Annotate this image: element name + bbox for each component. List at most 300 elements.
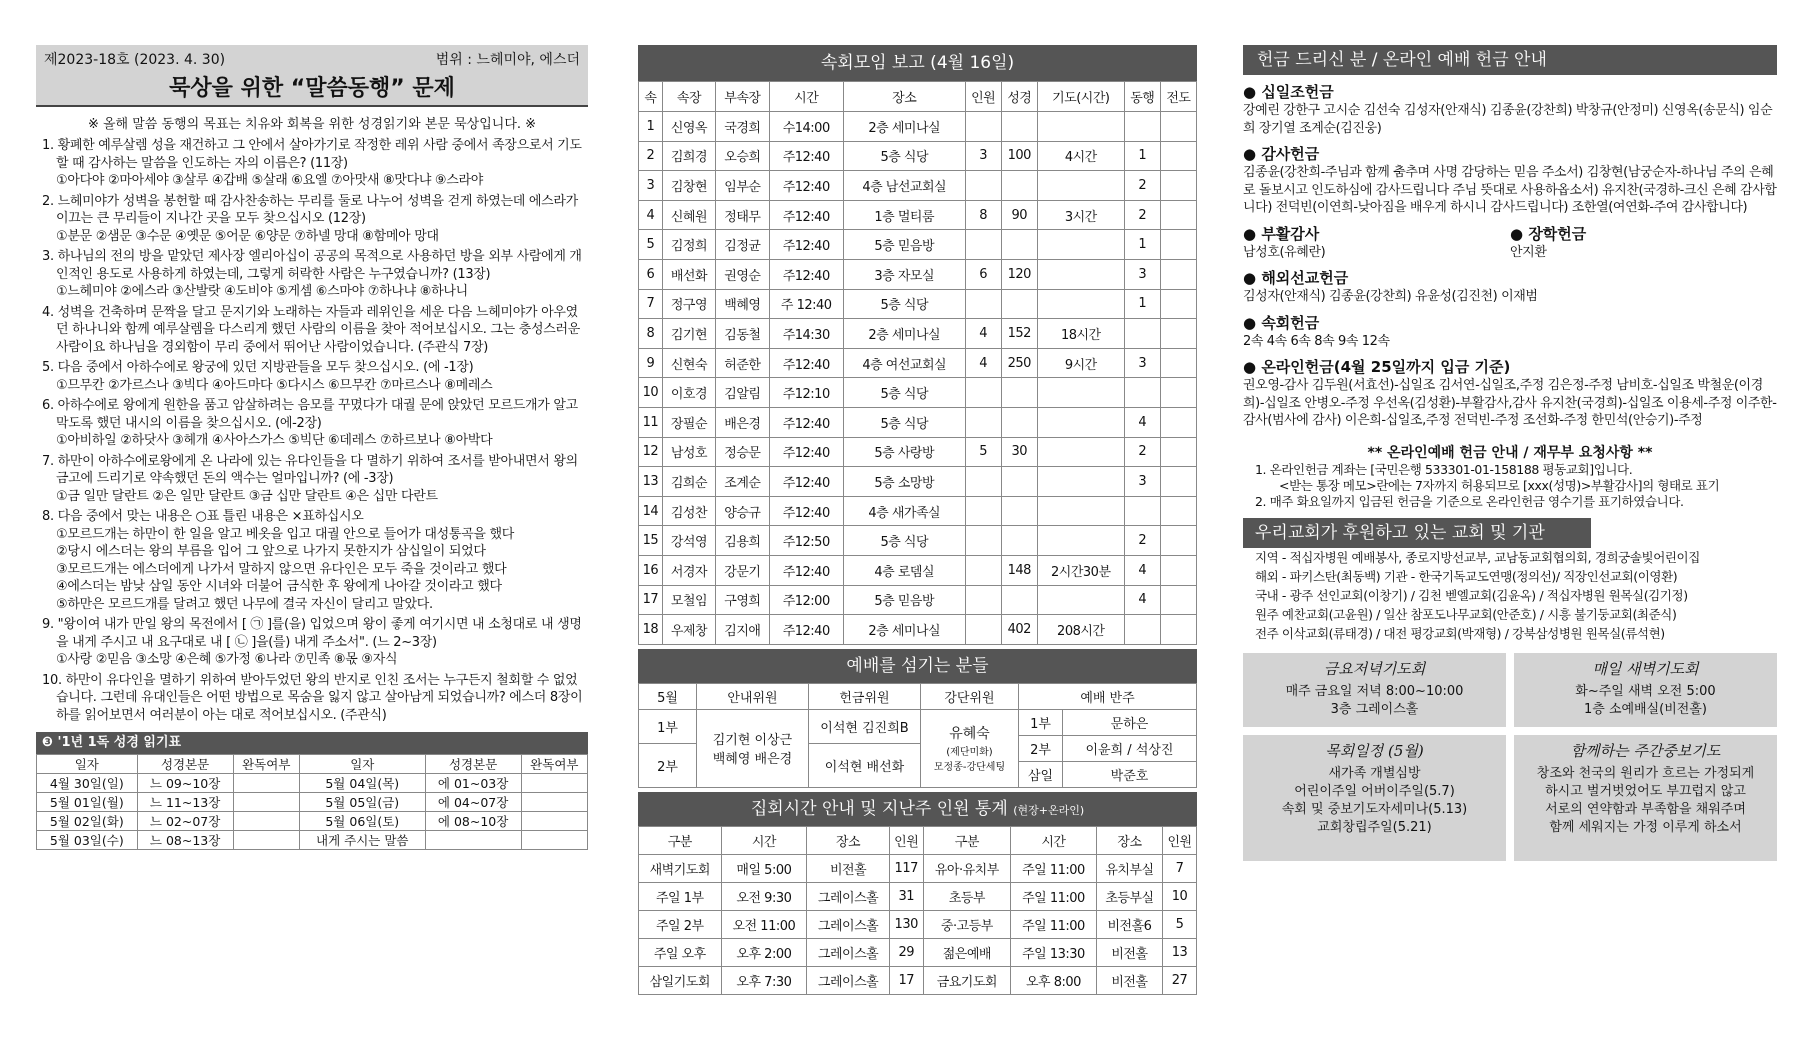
stats-cell: 초등부실 — [1096, 882, 1162, 910]
question-text: 2. 느헤미야가 성벽을 봉헌할 때 감사찬송하는 무리를 둘로 나누어 성벽을 걷게 하였는데 에스라가 이끄는 큰 무리들이 지나간 곳을 모두 찾으십시오 (12장) — [42, 193, 578, 226]
report-cell: 신현숙 — [662, 348, 715, 378]
table-row — [639, 966, 1197, 994]
report-cell — [1001, 467, 1037, 497]
cell-offering-title: ● 속회헌금 — [1243, 312, 1777, 333]
question-text: 1. 황폐한 예루살렘 성을 재건하고 그 안에서 살아가기로 작정한 레위 사람 중에서 족장으로서 기도할 때 감사하는 말씀을 인도하는 자의 이름은? (11장) — [42, 138, 582, 171]
report-cell — [1160, 526, 1196, 556]
stats-cell: 비전홀 — [1096, 966, 1162, 994]
stats-cell: 유아·유치부 — [923, 854, 1010, 882]
question-item — [36, 453, 588, 506]
reading-cell: 5월 01일(월) — [37, 793, 138, 812]
report-cell — [965, 585, 1001, 615]
card-line: 3층 그레이스홀 — [1330, 701, 1419, 717]
report-cell: 남성호 — [662, 437, 715, 467]
report-cell — [1160, 585, 1196, 615]
easter-scholar-section — [1243, 223, 1777, 262]
issue-header — [36, 45, 588, 75]
table-row — [639, 259, 1197, 289]
report-cell: 208시간 — [1037, 615, 1124, 645]
report-cell — [1037, 407, 1124, 437]
question-options: ①므무칸 ②가르스나 ③빅다 ④아드마다 ⑤다시스 ⑥므무칸 ⑦마르스나 ⑧메레스 — [56, 377, 493, 393]
table-row — [639, 854, 1197, 882]
question-options: ⑤하만은 모르드개를 달려고 했던 나무에 결국 자신이 달리고 말았다. — [56, 596, 433, 612]
question-options: ④에스더는 밤낮 삼일 동안 시녀와 더불어 금식한 후 왕에게 나아갈 것이라고 했다 — [56, 579, 502, 594]
reading-header-cell: 일자 — [299, 755, 425, 774]
stats-cell: 초등부 — [923, 882, 1010, 910]
report-cell: 정태무 — [716, 200, 769, 230]
reading-cell — [233, 774, 299, 793]
report-cell — [1124, 615, 1160, 645]
report-cell: 3 — [965, 141, 1001, 171]
stats-cell: 29 — [889, 938, 923, 966]
easter-block — [1243, 223, 1510, 262]
report-cell: 5 — [965, 437, 1001, 467]
dawn-prayer-card — [1514, 653, 1777, 727]
question-item — [36, 193, 588, 246]
reading-cell: 4월 30일(일) — [37, 774, 138, 793]
reading-cell — [233, 793, 299, 812]
part2-label: 2부 — [639, 743, 697, 787]
stats-cell: 그레이스홀 — [807, 910, 890, 938]
report-cell: 5층 식당 — [843, 407, 965, 437]
report-cell: 김기현 — [662, 319, 715, 349]
stats-cell: 주일 11:00 — [1011, 882, 1097, 910]
reading-cell: 5월 02일(화) — [37, 812, 138, 831]
report-cell: 주14:30 — [769, 319, 843, 349]
report-cell: 120 — [1001, 259, 1037, 289]
report-cell: 주12:40 — [769, 437, 843, 467]
report-cell: 4시간 — [1037, 141, 1124, 171]
report-cell — [1160, 141, 1196, 171]
stats-cell: 주일 13:30 — [1011, 938, 1097, 966]
report-cell: 김성찬 — [662, 496, 715, 526]
reading-cell — [233, 831, 299, 850]
question-intro: ※ 올해 말씀 동행의 목표는 치유와 회복을 위한 성경읽기와 본문 묵상입니다. ※ — [87, 117, 537, 132]
altar-name: 유혜숙 — [949, 726, 990, 743]
report-cell — [1037, 526, 1124, 556]
report-cell: 2시간30분 — [1037, 555, 1124, 585]
report-cell — [1160, 289, 1196, 319]
table-row — [639, 200, 1197, 230]
report-cell — [1124, 496, 1160, 526]
thanks-section — [1243, 143, 1777, 217]
report-cell: 152 — [1001, 319, 1037, 349]
report-cell — [1160, 407, 1196, 437]
report-cell: 김동철 — [716, 319, 769, 349]
question-text: 3. 하나님의 전의 방을 맡았던 제사장 엘리아십이 공공의 목적으로 사용하던 방을 외부 사람에게 개인적인 용도로 사용하게 하였는데, 그렇게 허락한 사람은 누구였습니까? (13장) — [42, 249, 582, 282]
reading-cell: 5월 06일(토) — [299, 812, 425, 831]
report-cell — [1160, 259, 1196, 289]
report-cell: 허준한 — [716, 348, 769, 378]
report-cell: 2층 세미나실 — [843, 615, 965, 645]
table-row — [639, 910, 1197, 938]
report-cell: 강석영 — [662, 526, 715, 556]
stats-cell: 오후 7:30 — [721, 966, 807, 994]
report-cell: 주12:40 — [769, 230, 843, 260]
acc-label-3: 삼일 — [1019, 761, 1063, 787]
stats-cell: 17 — [889, 966, 923, 994]
support-line: 전주 이삭교회(류태경) / 대전 평강교회(박재형) / 강북삼성병원 원목실(류석현) — [1255, 625, 1665, 641]
table-row — [639, 585, 1197, 615]
report-cell — [1037, 171, 1124, 201]
report-cell — [1160, 319, 1196, 349]
stats-cell: 5 — [1163, 910, 1197, 938]
table-row — [37, 793, 588, 812]
report-cell: 4 — [1124, 407, 1160, 437]
question-item — [36, 672, 588, 725]
report-cell: 모철임 — [662, 585, 715, 615]
report-cell: 148 — [1001, 555, 1037, 585]
stats-header-cell: 구분 — [639, 826, 722, 854]
stats-cell: 오전 11:00 — [721, 910, 807, 938]
report-cell: 2층 세미나실 — [843, 112, 965, 142]
cell-offering-body: 2속 4속 6속 8속 9속 12속 — [1243, 333, 1390, 349]
reading-cell: 느 08~13장 — [137, 831, 233, 850]
table-row — [639, 882, 1197, 910]
stats-cell: 주일 오후 — [639, 938, 722, 966]
card-line: 서로의 연약함과 부족함을 채워주며 — [1545, 801, 1746, 817]
report-cell — [1037, 496, 1124, 526]
report-cell: 90 — [1001, 200, 1037, 230]
table-row — [639, 615, 1197, 645]
acc-label-2: 2부 — [1019, 735, 1063, 761]
card-line: 화~주일 새벽 오전 5:00 — [1575, 683, 1716, 699]
reading-cell: 느 11~13장 — [137, 793, 233, 812]
stats-cell: 비전홀 — [1096, 938, 1162, 966]
notice-1b: <받는 통장 메모>란에는 7자까지 허용되므로 [xxx(성명)>부활감사]의 형태로 표기 — [1279, 477, 1720, 493]
table-row — [639, 319, 1197, 349]
stats-table — [638, 826, 1197, 995]
table-row — [639, 437, 1197, 467]
report-cell — [965, 555, 1001, 585]
tithe-section — [1243, 81, 1777, 137]
report-cell — [1160, 496, 1196, 526]
stats-cell: 매일 5:00 — [721, 854, 807, 882]
report-cell — [1001, 171, 1037, 201]
report-cell — [965, 467, 1001, 497]
report-cell: 5층 믿음방 — [843, 585, 965, 615]
question-text: 5. 다음 중에서 아하수에로 왕궁에 있던 지방관들을 모두 찾으십시오. (에 -1장) — [42, 360, 474, 375]
table-row — [639, 555, 1197, 585]
report-cell: 3 — [1124, 348, 1160, 378]
question-item — [36, 248, 588, 301]
report-cell: 5층 믿음방 — [843, 230, 965, 260]
report-cell: 16 — [639, 555, 663, 585]
acc-name-1: 문하은 — [1063, 709, 1197, 735]
card-line: 함께 세워지는 가정 이루게 하소서 — [1549, 819, 1742, 835]
question-text: 7. 하만이 아하수에로왕에게 온 나라에 있는 유다인들을 다 멸하기 위하여 조서를 받아내면서 왕의 금고에 드리기로 약속했던 돈의 액수는 얼마입니까? (에 -3장) — [42, 453, 578, 486]
reading-cell: 에 01~03장 — [425, 774, 521, 793]
cell-offering-section — [1243, 312, 1777, 351]
report-cell: 양승규 — [716, 496, 769, 526]
easter-title: ● 부활감사 — [1243, 223, 1510, 244]
support-list — [1243, 548, 1777, 643]
question-text: 6. 아하수에로 왕에게 원한을 품고 암살하려는 음모를 꾸몄다가 대궐 문에 앉았던 모르드개가 알고 막도록 했던 내시의 이름을 찾으십시오. (에-2장) — [42, 398, 578, 431]
table-row — [639, 348, 1197, 378]
reading-cell — [521, 774, 587, 793]
report-cell: 주12:50 — [769, 526, 843, 556]
reading-plan-table — [36, 754, 588, 850]
report-cell: 주12:40 — [769, 141, 843, 171]
report-cell: 조계순 — [716, 467, 769, 497]
report-cell: 100 — [1001, 141, 1037, 171]
report-cell: 2 — [1124, 526, 1160, 556]
tithe-body: 강예린 강한구 고시순 김선숙 김성자(안재식) 김종윤(강찬희) 박창규(안정미) 신영옥(송문식) 임순희 장기열 조계순(김진웅) — [1243, 103, 1773, 136]
info-cards — [1243, 653, 1777, 861]
report-cell: 3 — [639, 171, 663, 201]
report-header-cell: 기도(시간) — [1037, 82, 1124, 112]
table-row — [639, 407, 1197, 437]
card-line: 1층 소예배실(비전홀) — [1583, 701, 1707, 717]
friday-prayer-card — [1243, 653, 1506, 727]
report-cell: 국경희 — [716, 112, 769, 142]
report-cell: 김정균 — [716, 230, 769, 260]
report-cell: 주12:10 — [769, 378, 843, 408]
report-cell — [1037, 585, 1124, 615]
stats-cell: 그레이스홀 — [807, 938, 890, 966]
stats-header-cell: 인원 — [1163, 826, 1197, 854]
card-title: 함께하는 주간중보기도 — [1570, 741, 1721, 760]
report-cell: 4 — [639, 200, 663, 230]
easter-body: 남성호(유혜란) — [1243, 244, 1326, 260]
report-cell — [1160, 615, 1196, 645]
report-header-cell: 인원 — [965, 82, 1001, 112]
reading-header-cell: 성경본문 — [137, 755, 233, 774]
scholar-title: ● 장학헌금 — [1510, 223, 1777, 244]
report-cell: 10 — [639, 378, 663, 408]
cell-report-table — [638, 81, 1197, 645]
cell-report-title: 속회모임 보고 (4월 16일) — [638, 45, 1197, 81]
report-cell: 1층 멀티룸 — [843, 200, 965, 230]
stats-title-text: 집회시간 안내 및 지난주 인원 통계 — [750, 798, 1008, 819]
thanks-body: 김종윤(강찬희-주님과 함께 춤추며 사명 감당하는 믿음 주소서) 김창현(남궁순자-하나님 주의 은혜로 돌보시고 인도하심에 감사드립니다 주님 뜻대로 사용하옵소서) 유지찬(국경하-크신 은혜 감사합니다) 전덕빈(이연희-낮아짐을 배우게 하시니 감사드립니다) 조한열(여연화-주여 감사합니다) — [1243, 165, 1777, 215]
report-cell: 김알림 — [716, 378, 769, 408]
mission-body: 김성자(안재식) 김종윤(강찬희) 유윤성(김진천) 이재범 — [1243, 289, 1538, 304]
table-row — [37, 831, 588, 850]
stats-cell: 27 — [1163, 966, 1197, 994]
report-cell: 정승문 — [716, 437, 769, 467]
notice-title: ** 온라인예배 헌금 안내 / 재무부 요청사항 ** — [1367, 444, 1653, 461]
altar-header: 강단위원 — [921, 683, 1019, 709]
report-cell — [1037, 112, 1124, 142]
stats-cell: 삼일기도회 — [639, 966, 722, 994]
report-cell — [965, 615, 1001, 645]
report-cell: 2층 세미나실 — [843, 319, 965, 349]
report-cell: 2 — [1124, 171, 1160, 201]
report-cell — [1001, 378, 1037, 408]
offering-header: 헌금 드리신 분 / 온라인 예배 헌금 안내 — [1243, 45, 1777, 75]
report-cell — [1160, 555, 1196, 585]
middle-column — [638, 45, 1197, 995]
question-text: 8. 다음 중에서 맞는 내용은 ○표 틀린 내용은 ×표하십시오 — [42, 509, 364, 524]
stats-cell: 주일 11:00 — [1011, 854, 1097, 882]
report-cell: 4 — [965, 348, 1001, 378]
mission-section — [1243, 267, 1777, 306]
report-cell: 구영희 — [716, 585, 769, 615]
stats-cell: 주일 11:00 — [1011, 910, 1097, 938]
report-cell — [1037, 437, 1124, 467]
report-cell: 12 — [639, 437, 663, 467]
table-row — [639, 289, 1197, 319]
reading-cell — [521, 793, 587, 812]
report-cell: 1 — [1124, 141, 1160, 171]
report-cell — [1037, 378, 1124, 408]
usher-names-2: 백혜영 배은경 — [712, 752, 793, 768]
report-cell: 402 — [1001, 615, 1037, 645]
table-row — [37, 774, 588, 793]
report-cell: 4 — [1124, 555, 1160, 585]
stats-header-cell: 시간 — [721, 826, 807, 854]
report-cell: 4층 새가족실 — [843, 496, 965, 526]
altar-names — [921, 709, 1019, 787]
report-cell — [1001, 289, 1037, 319]
report-cell: 강문기 — [716, 555, 769, 585]
report-header-cell: 성경 — [1001, 82, 1037, 112]
report-cell: 장필순 — [662, 407, 715, 437]
report-cell — [965, 407, 1001, 437]
report-cell: 30 — [1001, 437, 1037, 467]
stats-cell: 10 — [1163, 882, 1197, 910]
report-cell — [1124, 378, 1160, 408]
tithe-title: ● 십일조헌금 — [1243, 81, 1777, 102]
reading-cell: 느 02~07장 — [137, 812, 233, 831]
report-cell: 3시간 — [1037, 200, 1124, 230]
stats-cell: 7 — [1163, 854, 1197, 882]
reading-cell: 에 08~10장 — [425, 812, 521, 831]
report-header-cell: 동행 — [1124, 82, 1160, 112]
card-title: 금요저녁기도회 — [1323, 659, 1426, 678]
report-cell: 오승희 — [716, 141, 769, 171]
report-header-cell: 속 — [639, 82, 663, 112]
offering-names-1: 이석현 김진희B — [809, 709, 921, 743]
month-cell: 5월 — [639, 683, 697, 709]
usher-header: 안내위원 — [697, 683, 809, 709]
stats-cell: 유치부실 — [1096, 854, 1162, 882]
acc-name-3: 박준호 — [1063, 761, 1197, 787]
report-cell: 3 — [1124, 467, 1160, 497]
report-cell: 5층 사랑방 — [843, 437, 965, 467]
report-cell: 5층 식당 — [843, 526, 965, 556]
report-cell — [1124, 112, 1160, 142]
report-cell: 3 — [1124, 259, 1160, 289]
right-column — [1243, 45, 1777, 861]
altar-note-2: 모정종-강단세팅 — [933, 762, 1006, 774]
stats-cell: 주일 2부 — [639, 910, 722, 938]
worship-servers-title: 예배를 섬기는 분들 — [638, 649, 1197, 683]
report-cell: 5 — [639, 230, 663, 260]
report-cell — [965, 496, 1001, 526]
report-cell: 2 — [1124, 437, 1160, 467]
report-cell: 김희순 — [662, 467, 715, 497]
report-cell — [1160, 171, 1196, 201]
reading-header-cell: 완독여부 — [233, 755, 299, 774]
offering-names-2: 이석현 배선화 — [809, 743, 921, 787]
stats-cell: 오후 8:00 — [1011, 966, 1097, 994]
question-options: ①아다야 ②마아세야 ③살루 ④갑배 ⑤살래 ⑥요엘 ⑦아맛새 ⑧맛다냐 ⑨스라야 — [56, 173, 484, 188]
report-cell — [1160, 467, 1196, 497]
report-cell — [1001, 112, 1037, 142]
ministry-schedule-card — [1243, 735, 1506, 861]
question-text: 4. 성벽을 건축하며 문짝을 달고 문지기와 노래하는 자들과 레위인을 세운 다음 느헤미야가 아우였던 하나니와 함께 예루살렘을 다스리게 했던 사람의 이름을 찾아 적어보십시오. 그는 충성스러운 사람이요 하나님을 경외함이 무리 중에서 뛰어난 사람이었습니다. (주관식 7장) — [42, 304, 581, 355]
scholar-body: 안지환 — [1510, 244, 1547, 260]
reading-header-cell: 성경본문 — [425, 755, 521, 774]
report-cell: 9시간 — [1037, 348, 1124, 378]
report-cell: 1 — [639, 112, 663, 142]
stats-title — [638, 792, 1197, 826]
reading-cell: 내게 주시는 말씀 — [299, 831, 425, 850]
online-offering-section — [1243, 356, 1777, 430]
accompanist-header: 예배 반주 — [1019, 683, 1197, 709]
question-item — [36, 137, 588, 190]
online-offering-body: 권오영-감사 김두원(서효선)-십일조 김서연-십일조,주정 김은정-주정 남비호-십일조 박철운(이경희)-십일조 안병오-주정 우선옥(김성환)-부활감사,감사 유지찬(국경희)-십일조 이용세-주정 이주한-감사(범사에 감사) 이은희-십일조,주정 전덕빈-주정 조선화-주정 한민석(안승기)-주정 — [1243, 378, 1777, 428]
weekly-prayer-card — [1514, 735, 1777, 861]
support-line: 해외 - 파키스탄(최동백) 기관 - 한국기독교도연맹(정의선)/ 직장인선교회(이영환) — [1255, 568, 1678, 584]
acc-label-1: 1부 — [1019, 709, 1063, 735]
report-cell — [1001, 585, 1037, 615]
question-options: ①모르드개는 하만이 한 일을 알고 베옷을 입고 대궐 안으로 들어가 대성통곡을 했다 — [56, 526, 515, 542]
report-cell: 수14:00 — [769, 112, 843, 142]
report-cell: 임부순 — [716, 171, 769, 201]
support-line: 지역 - 적십자병원 예배봉사, 종로지방선교부, 교남동교회협의회, 경희궁솔빛어린이집 — [1255, 549, 1700, 565]
reading-header-cell: 일자 — [37, 755, 138, 774]
stats-cell: 새벽기도회 — [639, 854, 722, 882]
report-cell — [965, 289, 1001, 319]
report-header-cell: 시간 — [769, 82, 843, 112]
question-text: 9. "왕이여 내가 만일 왕의 목전에서 [ ㉠ ]를(을) 입었으며 왕이 좋게 여기시면 내 소청대로 내 생명을 내게 주시고 내 요구대로 내 [ ㉡ ]을(를) 내게 주소서". (느 2~3장) — [42, 617, 582, 650]
stats-header-cell: 구분 — [923, 826, 1010, 854]
question-options: ①사랑 ②믿음 ③소망 ④은혜 ⑤가정 ⑥나라 ⑦민족 ⑧몫 ⑨자식 — [56, 652, 398, 667]
stats-cell: 주일 1부 — [639, 882, 722, 910]
report-header-cell: 부속장 — [716, 82, 769, 112]
report-cell — [1160, 112, 1196, 142]
stats-cell: 오전 9:30 — [721, 882, 807, 910]
report-header-cell: 장소 — [843, 82, 965, 112]
report-cell — [965, 230, 1001, 260]
report-cell: 주12:00 — [769, 585, 843, 615]
stats-cell: 비전홀 — [807, 854, 890, 882]
report-cell: 2 — [639, 141, 663, 171]
report-cell: 김희경 — [662, 141, 715, 171]
report-cell: 김용희 — [716, 526, 769, 556]
reading-cell — [233, 812, 299, 831]
report-cell: 8 — [639, 319, 663, 349]
report-cell — [1001, 230, 1037, 260]
report-cell — [1001, 496, 1037, 526]
stats-cell: 중·고등부 — [923, 910, 1010, 938]
question-options: ①분문 ②샘문 ③수문 ④옛문 ⑤어문 ⑥양문 ⑦하넬 망대 ⑧함메아 망대 — [56, 228, 439, 244]
report-cell: 5층 식당 — [843, 378, 965, 408]
report-cell — [1001, 526, 1037, 556]
report-cell — [1160, 348, 1196, 378]
card-line: 어린이주일 어버이주일(5.7) — [1294, 783, 1455, 799]
card-line: 하시고 벌거벗었어도 부끄럽지 않고 — [1545, 783, 1746, 799]
card-line: 새가족 개별심방 — [1328, 765, 1421, 781]
report-cell: 18 — [639, 615, 663, 645]
table-row — [639, 171, 1197, 201]
table-row — [639, 938, 1197, 966]
report-cell: 7 — [639, 289, 663, 319]
report-cell: 4 — [1124, 585, 1160, 615]
issue-number: 제2023-18호 (2023. 4. 30) — [44, 52, 226, 68]
question-item — [36, 616, 588, 669]
report-header-cell: 속장 — [662, 82, 715, 112]
report-cell: 6 — [965, 259, 1001, 289]
support-line: 국내 - 광주 선인교회(이창기) / 김천 벧엘교회(김윤옥) / 적십자병원 원목실(김기정) — [1255, 587, 1688, 603]
report-cell: 4층 남선교회실 — [843, 171, 965, 201]
stats-cell: 130 — [889, 910, 923, 938]
report-cell: 15 — [639, 526, 663, 556]
table-row — [639, 141, 1197, 171]
